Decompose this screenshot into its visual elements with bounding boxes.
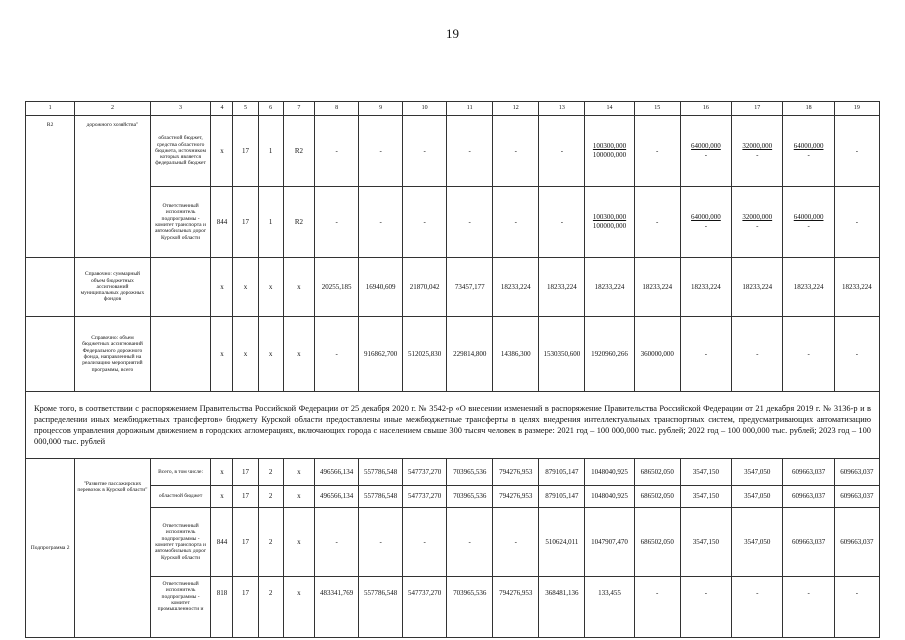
table-cell: 609663,037 [834,459,879,486]
table-cell: 818 [211,577,233,638]
table-cell: 18233,224 [585,258,634,317]
table-cell: - [732,577,783,638]
table-cell: 18233,224 [680,258,731,317]
table-row [26,459,880,486]
cell-value-bottom: - [756,222,759,230]
cell-value-bottom: 100000,000 [592,222,627,230]
row-code: R2 [26,116,75,258]
table-cell: - [493,187,539,258]
table-cell: 3547,050 [732,508,783,577]
header-cell: 12 [493,102,539,116]
responsible-executor: Ответственный исполнитель подпрограммы - комитет транспорта и автомобильных дорог Курской области [150,187,211,258]
table-cell: х [211,116,233,187]
table-cell: - [634,187,680,258]
table-cell: - [315,508,359,577]
cell-value-top: 32000,000 [742,213,773,221]
table-cell: х [258,258,283,317]
table-cell: - [634,116,680,187]
table-cell: 609663,037 [834,486,879,508]
header-cell: 19 [834,102,879,116]
table-cell: х [211,258,233,317]
table-cell: - [783,577,834,638]
responsible-executor: Ответственный исполнитель подпрограммы - комитет транспорта и автомобильных дорог Курской области [150,508,211,577]
table-cell: 686502,050 [634,486,680,508]
table-row [26,187,880,258]
table-cell: 609663,037 [783,486,834,508]
table-cell: 703965,536 [447,577,493,638]
table-cell: 17 [233,508,258,577]
funding-source: Всего, в том числе: [150,459,211,486]
header-cell: 1 [26,102,75,116]
table-cell: х [283,486,314,508]
table-cell: 496566,134 [315,459,359,486]
table-cell: 20255,185 [315,258,359,317]
table-cell: 18233,224 [783,258,834,317]
header-cell: 8 [315,102,359,116]
table-cell: - [834,317,879,392]
table-cell: 17 [233,187,258,258]
table-cell: R2 [283,187,314,258]
table-cell: - [834,116,879,187]
table-cell: 14386,300 [493,317,539,392]
table-cell: - [447,187,493,258]
cell-value-top: 64000,000 [691,142,721,150]
cell-value-top: 64000,000 [793,213,824,221]
header-cell: 13 [539,102,585,116]
table-cell: 3547,150 [680,459,731,486]
table-cell [783,116,834,187]
table-cell: 703965,536 [447,486,493,508]
table-cell: 686502,050 [634,459,680,486]
table-cell: - [403,187,447,258]
table-cell: х [233,258,258,317]
table-cell: 557786,548 [359,577,403,638]
table-cell: 1047907,470 [585,508,634,577]
table-row [26,577,880,638]
table-cell: 547737,270 [403,486,447,508]
table-cell: 609663,037 [783,508,834,577]
header-cell: 18 [783,102,834,116]
table-cell: - [539,187,585,258]
table-cell [585,116,634,187]
table-cell: - [359,508,403,577]
table-cell: 2 [258,577,283,638]
table-cell: х [258,317,283,392]
table-cell: - [680,317,731,392]
table-cell: х [211,317,233,392]
table-row [26,486,880,508]
table-cell: 3547,050 [732,459,783,486]
table-cell: 2 [258,486,283,508]
responsible-executor: Ответственный исполнитель подпрограммы - комитет промышленности и [150,577,211,638]
table-cell: 18233,224 [493,258,539,317]
table-cell: 18233,224 [634,258,680,317]
row-title: Справочно: суммарный объем бюджетных ассигнований муниципальных дорожных фондов [75,258,150,317]
table-cell: - [403,116,447,187]
table-cell: 609663,037 [834,508,879,577]
table-cell: х [283,508,314,577]
table-cell [585,187,634,258]
table-cell [783,187,834,258]
table-cell: 3547,150 [680,508,731,577]
table-cell: х [233,317,258,392]
header-cell: 15 [634,102,680,116]
table-cell: 794276,953 [493,577,539,638]
table-cell: 1 [258,187,283,258]
table-cell: - [359,187,403,258]
table-cell: 18233,224 [732,258,783,317]
table-cell: 703965,536 [447,459,493,486]
table-cell: 229814,800 [447,317,493,392]
header-cell: 11 [447,102,493,116]
table-row [26,508,880,577]
subprogram-code: Подпрограмма 2 [26,459,75,638]
table-cell: 512025,830 [403,317,447,392]
header-cell: 2 [75,102,150,116]
table-cell [26,317,75,392]
table-cell: 844 [211,508,233,577]
table-row [26,116,880,187]
table-cell: х [283,317,314,392]
table-cell: х [211,459,233,486]
header-cell: 3 [150,102,211,116]
budget-table [25,101,880,638]
header-cell: 5 [233,102,258,116]
table-cell: 1048040,925 [585,459,634,486]
row-title: Справочно: объем бюджетных ассигнований Федерального дорожного фонда, направленный на реализацию мероприятий программы, всего [75,317,150,392]
cell-value-bottom: - [704,151,708,159]
table-cell: х [211,486,233,508]
table-cell: - [315,116,359,187]
table-cell: х [283,459,314,486]
table-cell: 879105,147 [539,459,585,486]
table-cell [732,187,783,258]
table-cell: 18233,224 [834,258,879,317]
table-cell: - [315,187,359,258]
table-cell: 483341,769 [315,577,359,638]
table-row [26,258,880,317]
header-cell: 14 [585,102,634,116]
table-cell: - [315,317,359,392]
cell-value-top: 32000,000 [742,142,773,150]
header-cell: 4 [211,102,233,116]
table-cell: 16940,609 [359,258,403,317]
table-cell: 3547,050 [732,486,783,508]
table-cell: 2 [258,459,283,486]
table-cell: 17 [233,577,258,638]
header-cell: 7 [283,102,314,116]
table-cell: - [493,116,539,187]
note-row [26,392,880,459]
table-cell: - [447,116,493,187]
table-cell: 18233,224 [539,258,585,317]
subprogram-title: "Развитие пассажирских перевозок в Курской области" [75,459,150,638]
table-cell: 1048040,925 [585,486,634,508]
table-cell: 547737,270 [403,577,447,638]
table-cell: 916862,700 [359,317,403,392]
cell-value-bottom: - [807,222,810,230]
table-cell [680,116,731,187]
table-cell: 17 [233,116,258,187]
table-cell: 496566,134 [315,486,359,508]
header-cell: 17 [732,102,783,116]
table-cell [150,317,211,392]
table-cell: - [359,116,403,187]
table-cell: 844 [211,187,233,258]
cell-value-bottom: - [704,222,708,230]
table-cell: 360000,000 [634,317,680,392]
table-cell: 3547,150 [680,486,731,508]
cell-value-top: 64000,000 [691,213,721,221]
header-row [26,102,880,116]
cell-value-bottom: - [756,151,759,159]
cell-value-top: 100300,000 [592,213,627,221]
table-cell: х [283,577,314,638]
table-cell [26,258,75,317]
table-cell: 21870,042 [403,258,447,317]
table-cell: 17 [233,486,258,508]
table-cell: 1 [258,116,283,187]
table-cell: 1920960,266 [585,317,634,392]
table-cell: - [539,116,585,187]
table-cell: 547737,270 [403,459,447,486]
table-row [26,317,880,392]
table-cell: 368481,136 [539,577,585,638]
header-cell: 6 [258,102,283,116]
table-cell: - [834,187,879,258]
table-cell: - [634,577,680,638]
table-cell: - [447,508,493,577]
table-cell: R2 [283,116,314,187]
table-cell: - [493,508,539,577]
table-cell: 794276,953 [493,486,539,508]
header-cell: 16 [680,102,731,116]
row-title: дорожного хозяйства" [75,116,150,258]
table-cell: - [783,317,834,392]
table-cell: 1530350,600 [539,317,585,392]
table-cell: 17 [233,459,258,486]
table-cell: 133,455 [585,577,634,638]
table-cell: 510624,011 [539,508,585,577]
table-cell: - [732,317,783,392]
table-cell: 686502,050 [634,508,680,577]
table-cell [732,116,783,187]
header-cell: 9 [359,102,403,116]
table-cell: 879105,147 [539,486,585,508]
table-cell: 557786,548 [359,486,403,508]
table-cell: х [283,258,314,317]
cell-value-bottom: 100000,000 [592,151,627,159]
table-cell [150,258,211,317]
page-number: 19 [446,26,459,41]
table-cell: - [834,577,879,638]
cell-value-top: 100300,000 [592,142,627,150]
table-cell: 73457,177 [447,258,493,317]
table-cell: 609663,037 [783,459,834,486]
header-cell: 10 [403,102,447,116]
table-cell [680,187,731,258]
table-cell: - [403,508,447,577]
table-cell: 2 [258,508,283,577]
table-cell: 794276,953 [493,459,539,486]
cell-value-top: 64000,000 [793,142,824,150]
table-cell: - [680,577,731,638]
funding-source: областной бюджет, средства областного бюджета, источником которых является федеральный бюджет [150,116,211,187]
table-cell: 557786,548 [359,459,403,486]
funding-source: областной бюджет [150,486,211,508]
note-paragraph: Кроме того, в соответствии с распоряжением Правительства Российской Федерации от 25 декабря 2020 г. № 3542-р «О внесении изменений в распоряжение Правительства Российской Федерации от 21 декабря 2019 г. № 3136-р и в распределении иных межбюджетных трансфертов» бюджету Курской области предоставлены иные межбюджетные трансферты в целях внедрения интеллектуальных транспортных систем, предусматривающих автоматизацию процессов управления дорожным движением в городских агломерациях, включающих города с населением свыше 300 тысяч человек в размере: 2021 год – 100 000,000 тыс. рублей; 2022 год – 100 000,000 тыс. рублей; 2023 год – 100 000,000 тыс. рублей [26,392,880,459]
cell-value-bottom: - [807,151,810,159]
